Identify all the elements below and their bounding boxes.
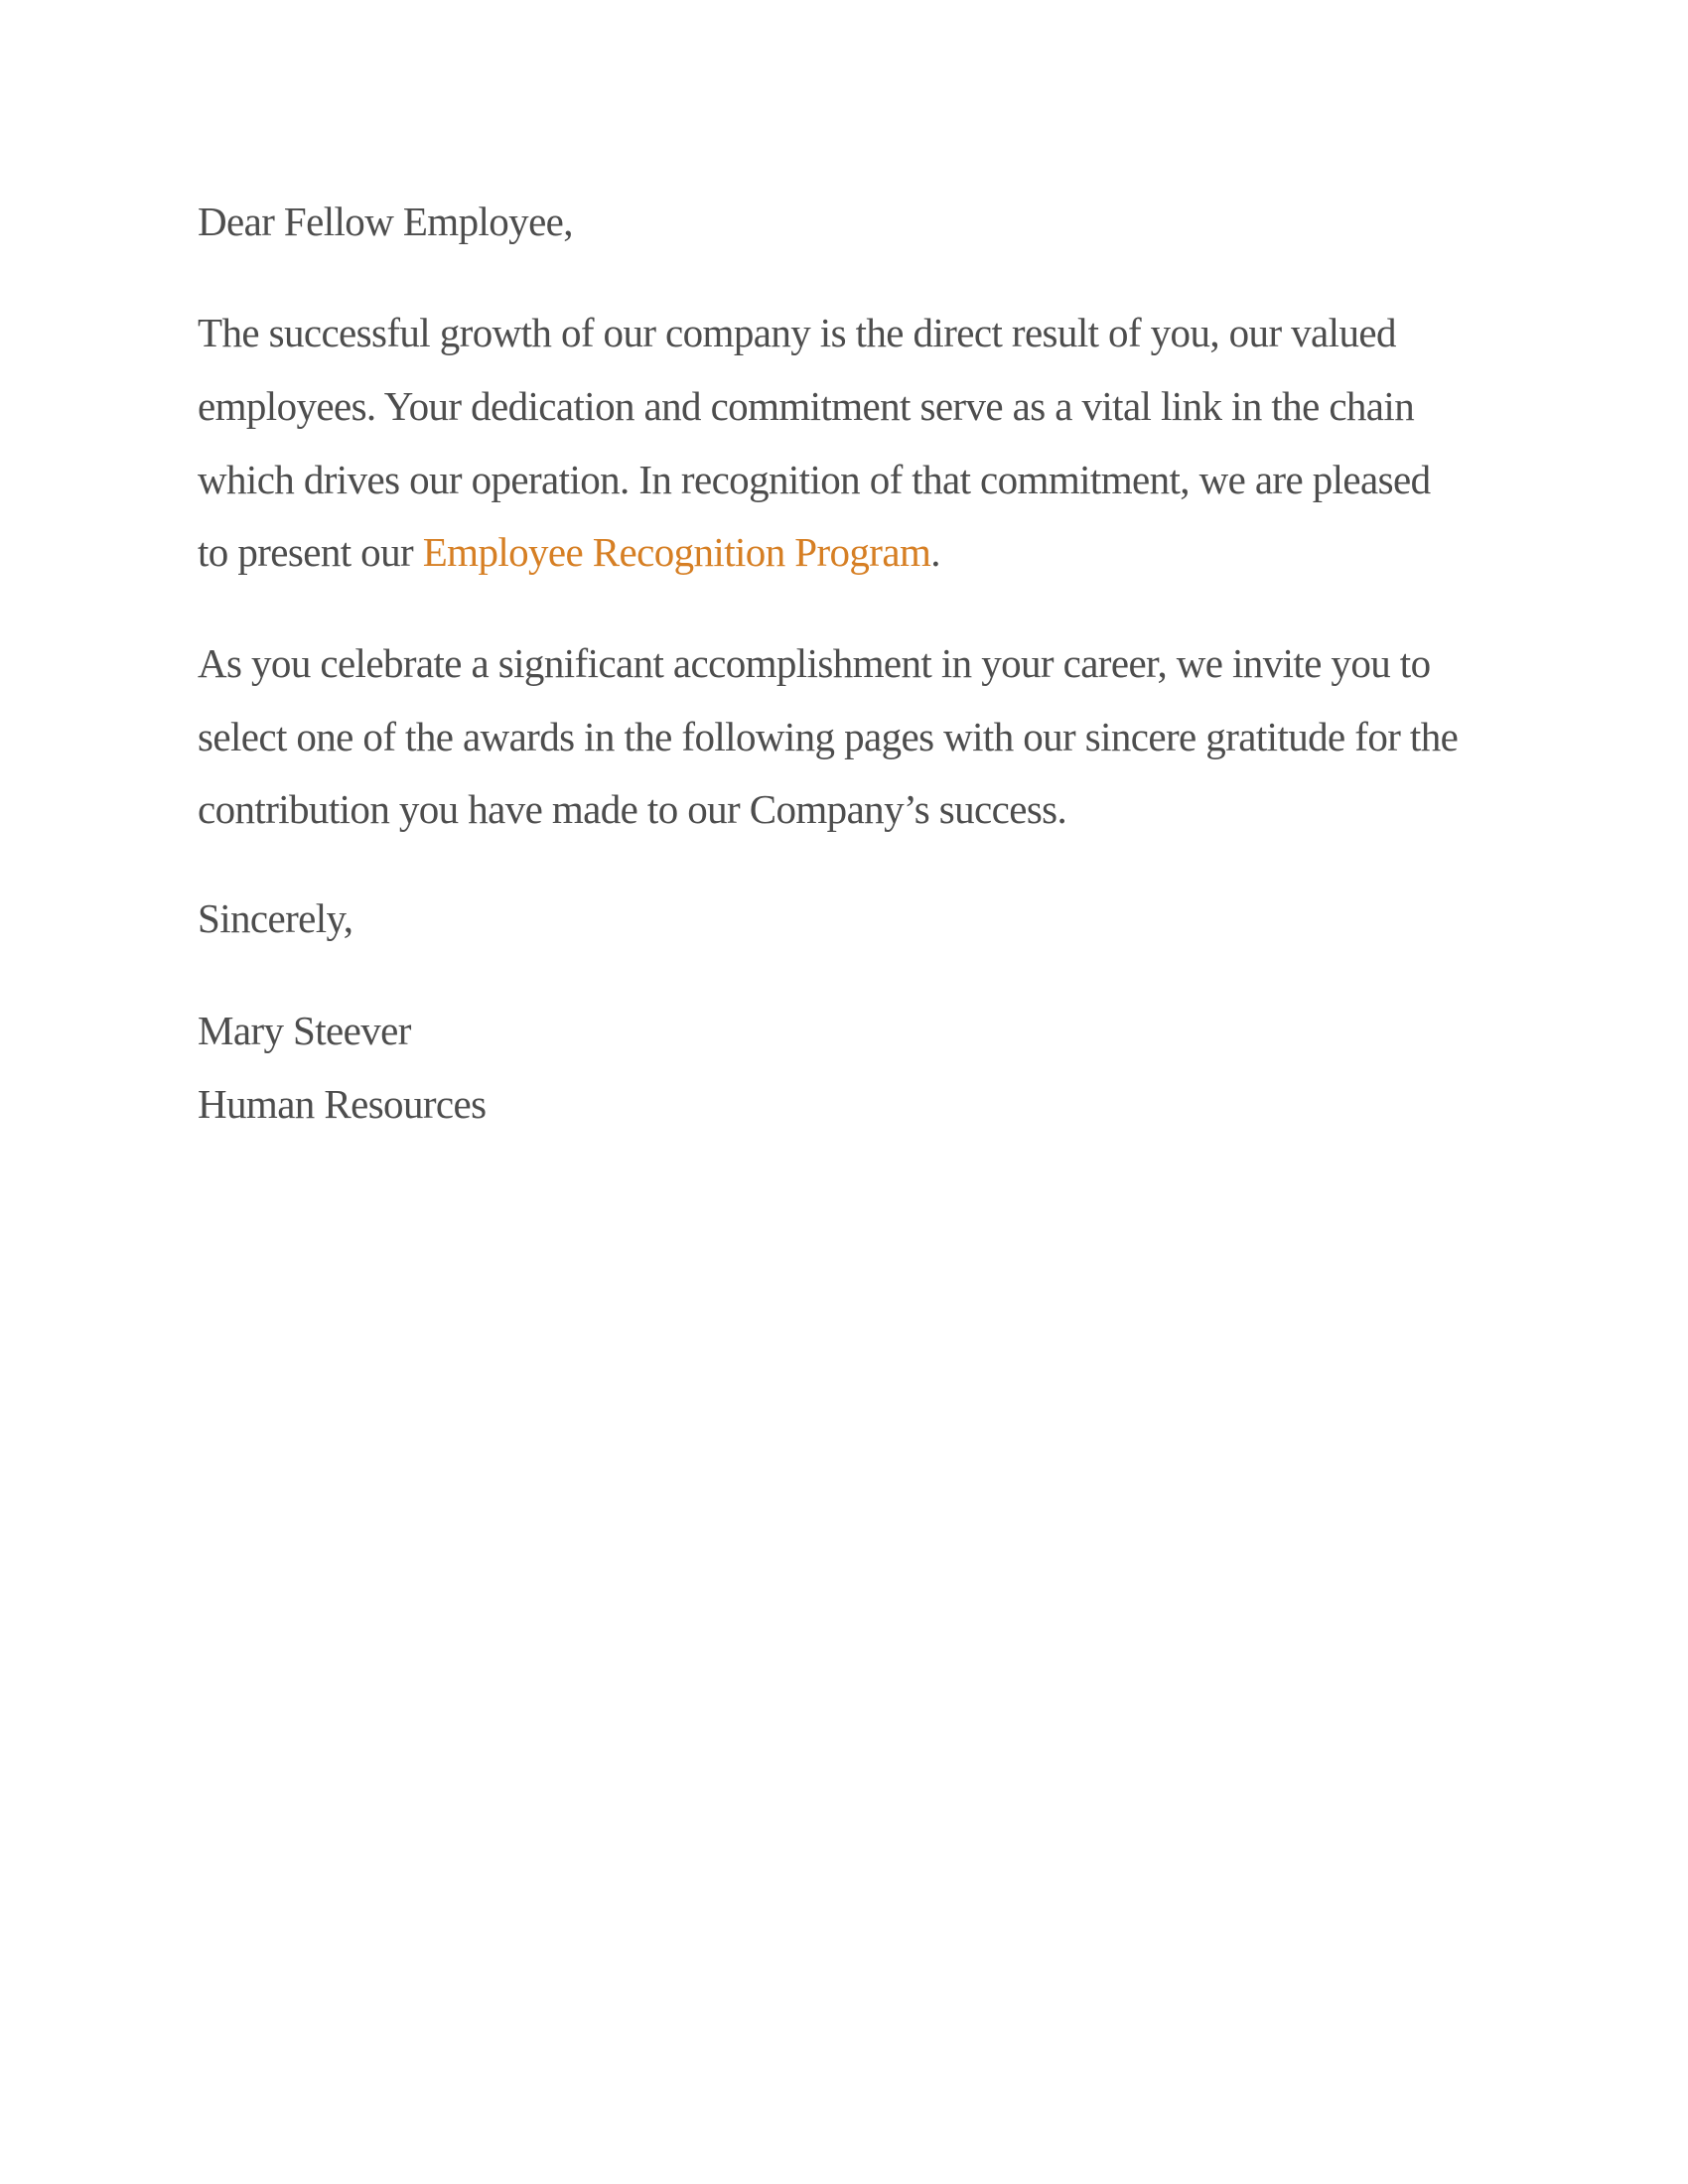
- paragraph-text: .: [930, 529, 940, 575]
- paragraph-line: contribution you have made to our Company’s success.: [198, 786, 1067, 832]
- program-name-highlight: Employee Recognition Program: [422, 529, 931, 575]
- paragraph-line: employees. Your dedication and commitment serve as a vital link in the chain: [198, 383, 1415, 429]
- paragraph-line: which drives our operation. In recognition of that commitment, we are pleased: [198, 457, 1431, 502]
- closing: Sincerely,: [198, 895, 353, 941]
- paragraph-line: As you celebrate a significant accomplishment in your career, we invite you to: [198, 640, 1431, 686]
- paragraph-text: to present our: [198, 529, 423, 575]
- paragraph-line: The successful growth of our company is the direct result of you, our valued: [198, 310, 1396, 355]
- paragraph-line: [198, 527, 940, 577]
- signer-name: Mary Steever: [198, 1008, 411, 1053]
- salutation: Dear Fellow Employee,: [198, 199, 573, 244]
- paragraph-line: select one of the awards in the following pages with our sincere gratitude for the: [198, 714, 1459, 759]
- signer-department: Human Resources: [198, 1081, 487, 1127]
